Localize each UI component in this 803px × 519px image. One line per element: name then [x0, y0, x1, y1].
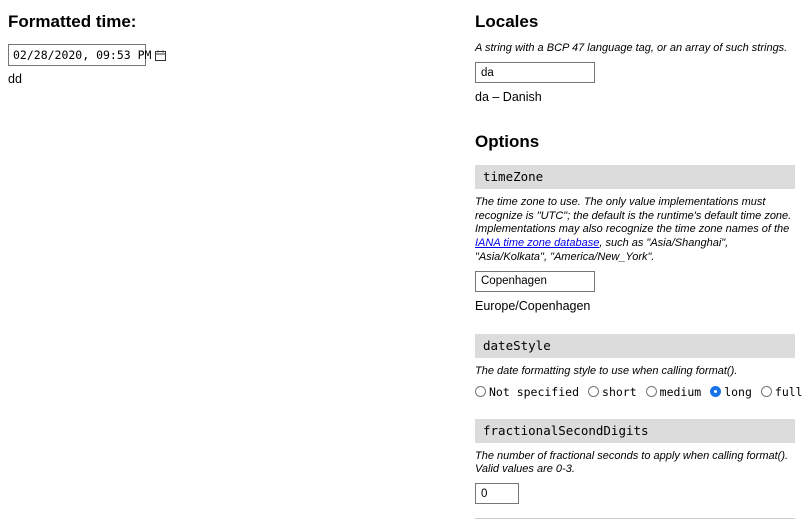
datetime-value: 02/28/2020, 09:53 PM — [13, 48, 152, 63]
radio-label: long — [724, 384, 752, 399]
radio-indicator[interactable] — [475, 386, 486, 397]
formatted-time-title: Formatted time: — [8, 12, 137, 31]
option-description-fractionalseconddigits: The number of fractional seconds to apply when calling format(). Valid values are 0-3. — [475, 449, 789, 476]
iana-timezone-database-link[interactable]: IANA time zone database — [475, 237, 600, 250]
option-description-datestyle: The date formatting style to use when calling format(). — [475, 364, 738, 377]
timezone-input[interactable] — [475, 271, 595, 292]
timezone-desc-part1: The time zone to use. The only value implementations must recognize is "UTC"; the default is the runtime's default time zone. Implementations may also recognize the time zone names of the — [475, 195, 792, 236]
timezone-desc-part2: , such as "Asia/Shanghai", "Asia/Kolkata", "America/New_York". — [475, 237, 729, 263]
datestyle-radio-full[interactable] — [761, 385, 803, 399]
calendar-icon[interactable] — [155, 50, 166, 61]
formatted-time-output: dd — [8, 72, 22, 87]
locales-heading: Locales — [475, 12, 539, 31]
settings-panel — [475, 12, 803, 519]
radio-indicator[interactable] — [710, 386, 721, 397]
radio-label: Not specified — [489, 384, 580, 399]
datestyle-radio-group — [475, 384, 803, 399]
option-description-timezone — [475, 196, 795, 265]
datetime-local-input[interactable] — [8, 44, 152, 66]
locales-input[interactable] — [475, 62, 595, 83]
locales-result: da – Danish — [475, 90, 542, 105]
radio-label: medium — [659, 384, 702, 399]
fractionalseconddigits-input[interactable] — [475, 483, 519, 504]
option-block-datestyle — [475, 334, 803, 399]
datestyle-radio-short[interactable] — [588, 385, 637, 399]
options-heading: Options — [475, 132, 540, 152]
radio-indicator[interactable] — [646, 386, 657, 397]
datestyle-radio-medium[interactable] — [646, 385, 702, 399]
spacer — [475, 316, 795, 334]
option-name-fractionalseconddigits: fractionalSecondDigits — [475, 419, 795, 443]
timezone-result: Europe/Copenhagen — [475, 298, 591, 313]
locales-description: A string with a BCP 47 language tag, or an array of such strings. — [475, 42, 788, 55]
option-block-timezone — [475, 165, 795, 314]
radio-label: full — [774, 384, 803, 399]
radio-indicator[interactable] — [588, 386, 599, 397]
radio-indicator[interactable] — [761, 386, 772, 397]
option-name-datestyle: dateStyle — [475, 334, 795, 358]
option-block-fractionalseconddigits — [475, 419, 795, 505]
datestyle-radio-not-specified[interactable] — [475, 385, 579, 399]
option-name-timezone: timeZone — [475, 165, 795, 189]
datestyle-radio-long[interactable] — [710, 385, 752, 399]
radio-label: short — [602, 384, 637, 399]
spacer — [475, 401, 795, 419]
formatted-time-panel — [8, 12, 458, 88]
